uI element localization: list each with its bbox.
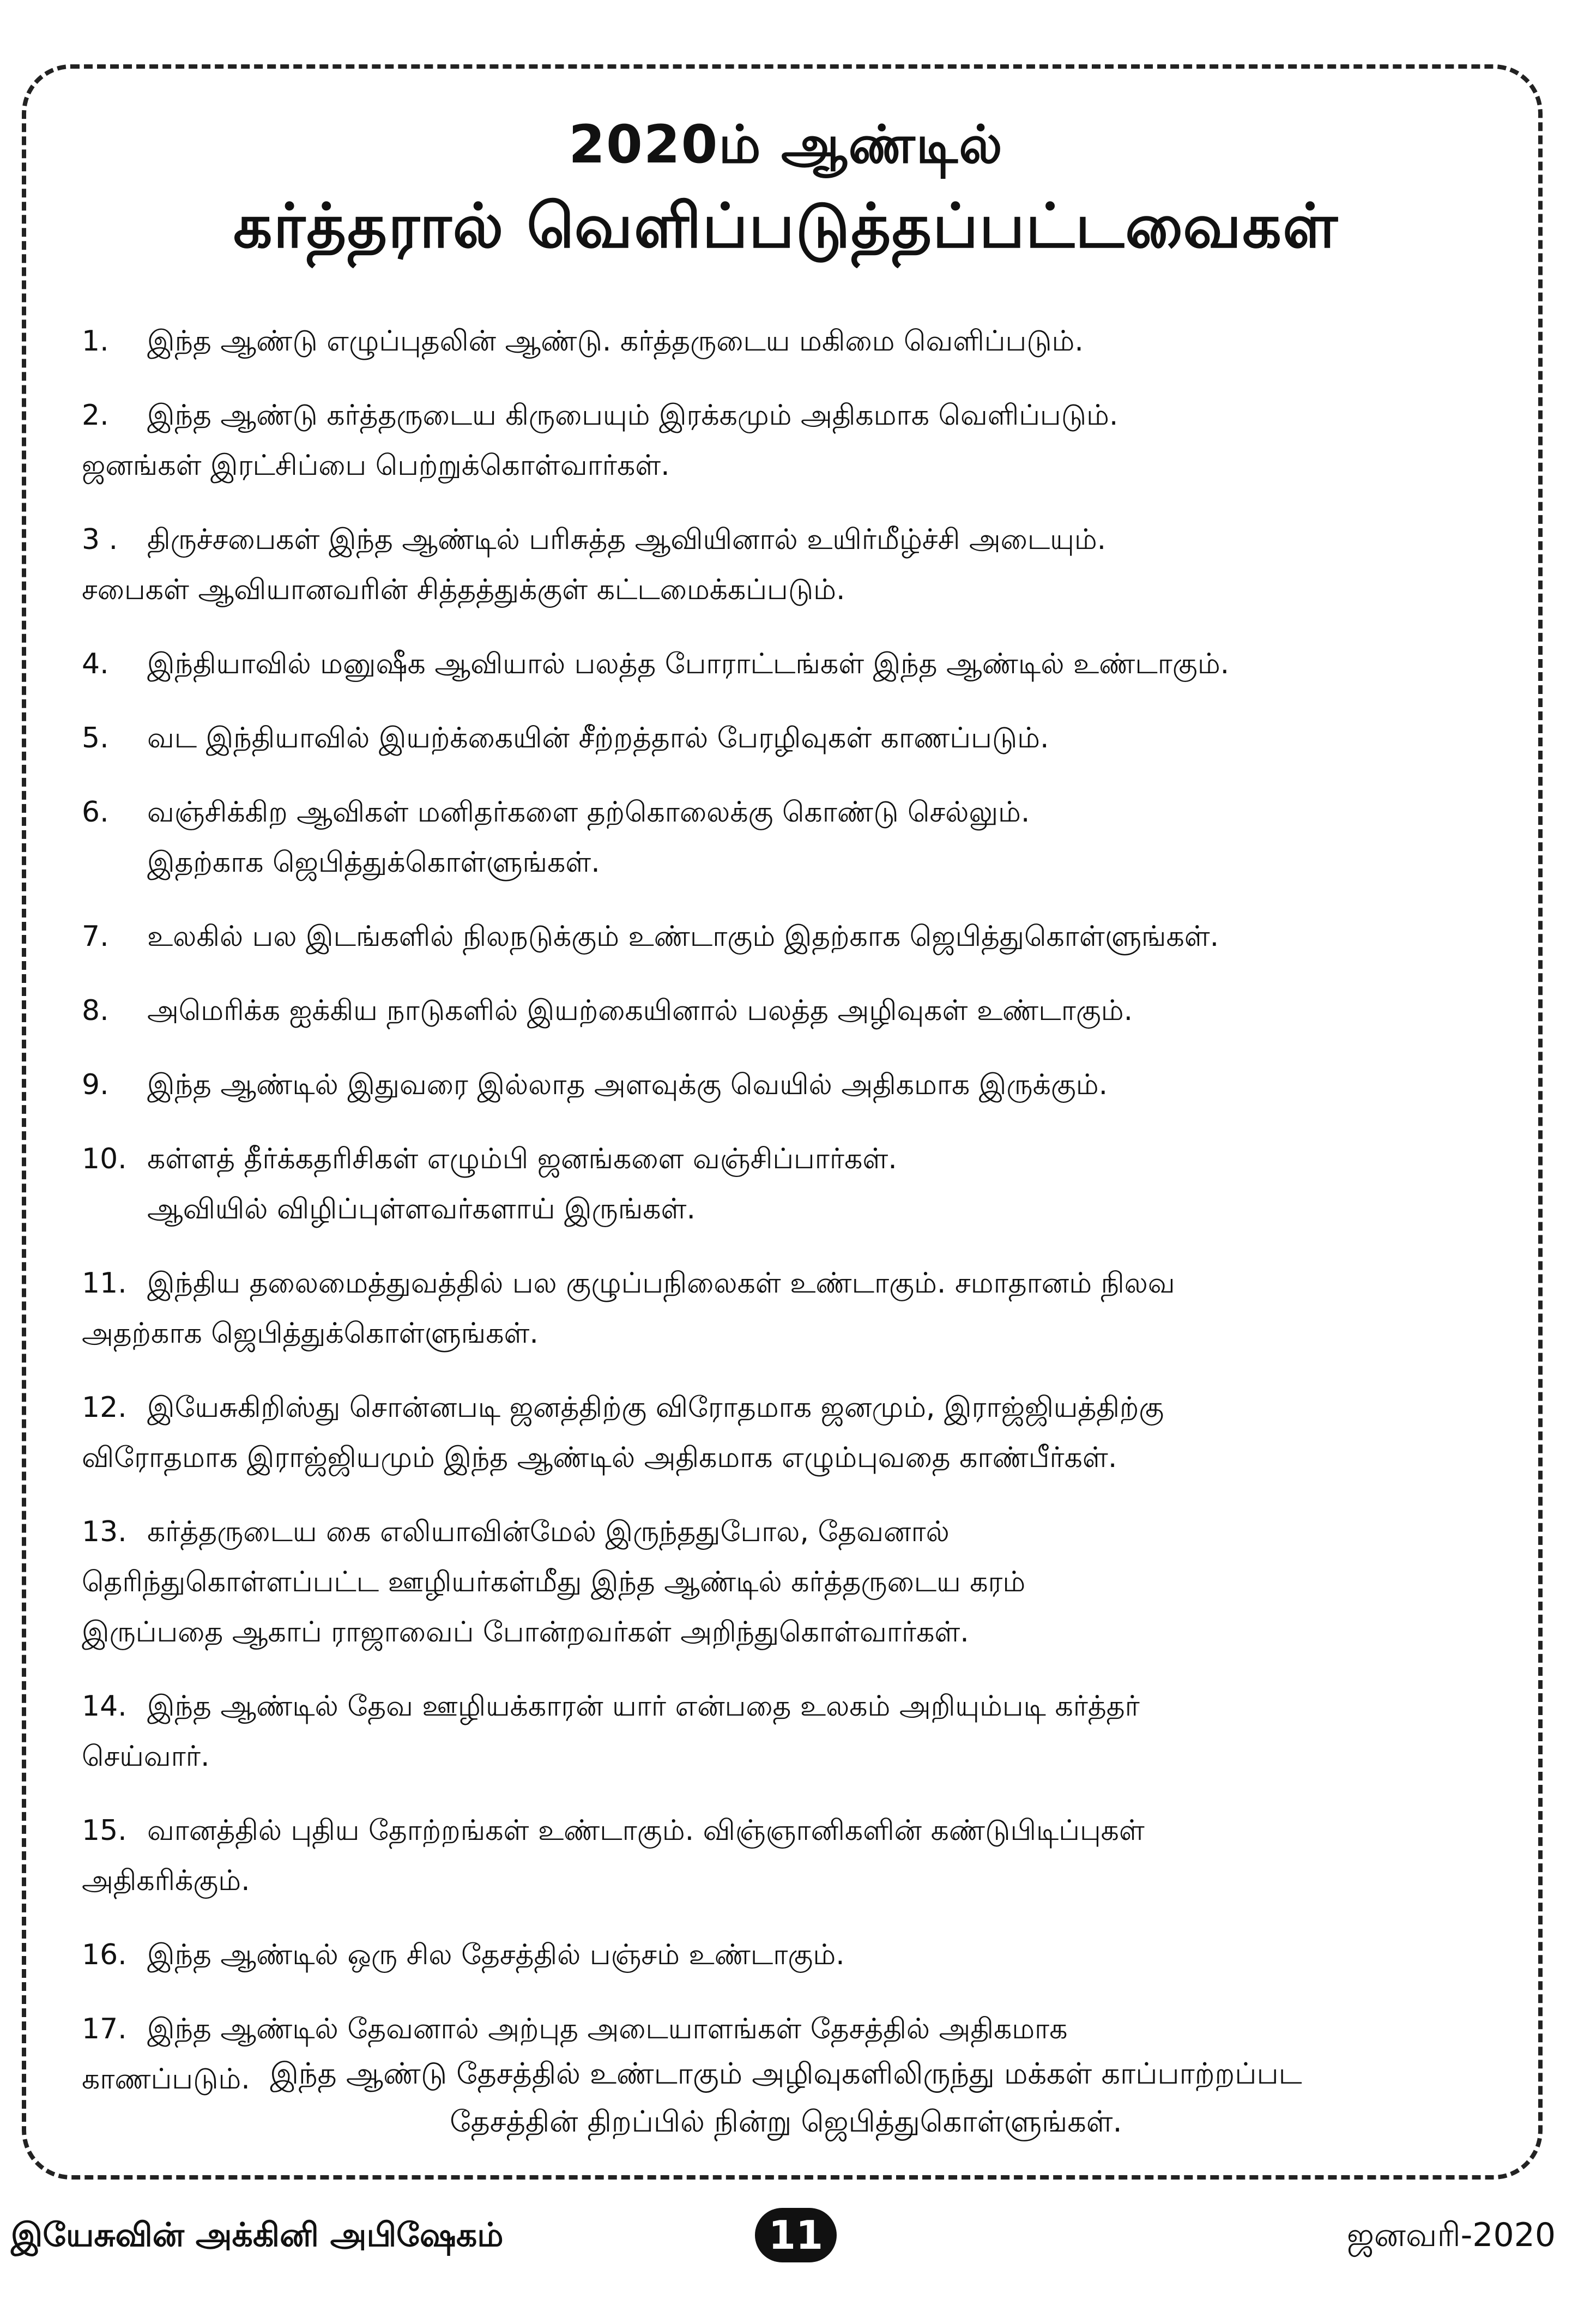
item-number: 3 . bbox=[82, 523, 118, 556]
list-item bbox=[82, 1060, 1499, 1110]
item-text-continued: இருப்பதை ஆகாப் ராஜாவைப் போன்றவர்கள் அறிந்துகொள்வார்கள். bbox=[82, 1616, 969, 1649]
item-text: இந்தியாவில் மனுஷீக ஆவியால் பலத்த போராட்டங்கள் இந்த ஆண்டில் உண்டாகும். bbox=[147, 648, 1230, 680]
item-number: 15. bbox=[82, 1814, 127, 1847]
list-item bbox=[82, 515, 1499, 615]
item-text-continued: ஜனங்கள் இரட்சிப்பை பெற்றுக்கொள்வார்கள். bbox=[82, 449, 670, 482]
item-text-continued: சபைகள் ஆவியானவரின் சித்தத்துக்குள் கட்டமைக்கப்படும். bbox=[82, 574, 845, 606]
item-number: 14. bbox=[82, 1690, 127, 1723]
item-number: 11. bbox=[82, 1267, 127, 1300]
prophecy-list bbox=[82, 316, 1499, 2128]
item-text: வஞ்சிக்கிற ஆவிகள் மனிதர்களை தற்கொலைக்கு கொண்டு செல்லும். bbox=[147, 796, 1030, 829]
item-number: 8. bbox=[82, 994, 109, 1027]
item-text: இயேசுகிறிஸ்து சொன்னபடி ஜனத்திற்கு விரோதமாக ஜனமும், இராஜ்ஜியத்திற்கு bbox=[147, 1391, 1164, 1424]
list-item bbox=[82, 390, 1499, 491]
list-item bbox=[82, 1507, 1499, 1657]
item-number: 12. bbox=[82, 1391, 127, 1424]
item-text-continued: அதற்காக ஜெபித்துக்கொள்ளுங்கள். bbox=[82, 1317, 539, 1350]
item-text: உலகில் பல இடங்களில் நிலநடுக்கும் உண்டாகும் இதற்காக ஜெபித்துகொள்ளுங்கள். bbox=[147, 920, 1219, 953]
item-text: இந்த ஆண்டில் ஒரு சில தேசத்தில் பஞ்சம் உண்டாகும். bbox=[147, 1939, 845, 1971]
item-number: 13. bbox=[82, 1516, 127, 1548]
item-number: 1. bbox=[82, 325, 109, 358]
list-item bbox=[82, 1930, 1499, 1980]
list-item bbox=[82, 787, 1499, 888]
item-text: வட இந்தியாவில் இயற்க்கையின் சீற்றத்தால் பேரழிவுகள் காணப்படும். bbox=[147, 722, 1049, 754]
list-item bbox=[82, 1258, 1499, 1359]
list-item bbox=[82, 1806, 1499, 1906]
page-title: கர்த்தரால் வெளிப்படுத்தப்பட்டவைகள் bbox=[233, 191, 1339, 262]
item-text: திருச்சபைகள் இந்த ஆண்டில் பரிசுத்த ஆவியினால் உயிர்மீழ்ச்சி அடையும். bbox=[147, 523, 1107, 556]
item-text: கர்த்தருடைய கை எலியாவின்மேல் இருந்ததுபோல, தேவனால் bbox=[147, 1516, 950, 1548]
item-number: 16. bbox=[82, 1939, 127, 1971]
page-title-year: 2020ம் ஆண்டில் bbox=[569, 114, 1003, 175]
list-item bbox=[82, 986, 1499, 1036]
item-number: 10. bbox=[82, 1143, 127, 1175]
closing-exhortation bbox=[55, 2050, 1517, 2146]
item-number: 17. bbox=[82, 2013, 127, 2045]
item-text: இந்த ஆண்டில் இதுவரை இல்லாத அளவுக்கு வெயில் அதிகமாக இருக்கும். bbox=[147, 1069, 1108, 1101]
item-number: 2. bbox=[82, 399, 109, 432]
list-item bbox=[82, 1134, 1499, 1234]
list-item bbox=[82, 1681, 1499, 1782]
item-text-continued: இதற்காக ஜெபித்துக்கொள்ளுங்கள். bbox=[147, 846, 600, 879]
item-text-continued: அதிகரிக்கும். bbox=[82, 1864, 250, 1897]
item-text-continued: விரோதமாக இராஜ்ஜியமும் இந்த ஆண்டில் அதிகமாக எழும்புவதை காண்பீர்கள். bbox=[82, 1441, 1117, 1474]
item-number: 7. bbox=[82, 920, 109, 953]
closing-line: இந்த ஆண்டு தேசத்தில் உண்டாகும் அழிவுகளிலிருந்து மக்கள் காப்பாற்றப்பட bbox=[270, 2056, 1302, 2091]
list-item bbox=[82, 639, 1499, 689]
item-text: இந்த ஆண்டில் தேவனால் அற்புத அடையாளங்கள் தேசத்தில் அதிகமாக bbox=[147, 2013, 1068, 2045]
list-item bbox=[82, 912, 1499, 962]
item-number: 5. bbox=[82, 722, 109, 754]
item-text: இந்த ஆண்டு எழுப்புதலின் ஆண்டு. கர்த்தருடைய மகிமை வெளிப்படும். bbox=[147, 325, 1084, 358]
list-item bbox=[82, 1383, 1499, 1483]
item-text: வானத்தில் புதிய தோற்றங்கள் உண்டாகும். விஞ்ஞானிகளின் கண்டுபிடிப்புகள் bbox=[147, 1814, 1145, 1847]
issue-date: ஜனவரி-2020 bbox=[1346, 2216, 1556, 2254]
item-text-continued: ஆவியில் விழிப்புள்ளவர்களாய் இருங்கள். bbox=[147, 1193, 696, 1226]
item-text: கள்ளத் தீர்க்கதரிசிகள் எழும்பி ஜனங்களை வஞ்சிப்பார்கள். bbox=[147, 1143, 897, 1175]
page-number-badge: 11 bbox=[755, 2208, 837, 2262]
list-item bbox=[82, 316, 1499, 366]
closing-line: தேசத்தின் திறப்பில் நின்று ஜெபித்துகொள்ளுங்கள். bbox=[450, 2104, 1122, 2139]
item-number: 6. bbox=[82, 796, 109, 829]
item-text-continued: செய்வார். bbox=[82, 1740, 210, 1773]
item-text: இந்த ஆண்டு கர்த்தருடைய கிருபையும் இரக்கமும் அதிகமாக வெளிப்படும். bbox=[147, 399, 1118, 432]
item-text: அமெரிக்க ஐக்கிய நாடுகளில் இயற்கையினால் பலத்த அழிவுகள் உண்டாகும். bbox=[147, 994, 1133, 1027]
item-number: 4. bbox=[82, 648, 109, 680]
item-number: 9. bbox=[82, 1069, 109, 1101]
item-text: இந்திய தலைமைத்துவத்தில் பல குழுப்பநிலைகள் உண்டாகும். சமாதானம் நிலவ bbox=[147, 1267, 1175, 1300]
item-text-continued: தெரிந்துகொள்ளப்பட்ட ஊழியர்கள்மீது இந்த ஆண்டில் கர்த்தருடைய கரம் bbox=[82, 1566, 1026, 1598]
list-item bbox=[82, 713, 1499, 763]
item-text: இந்த ஆண்டில் தேவ ஊழியக்காரன் யார் என்பதை உலகம் அறியும்படி கர்த்தர் bbox=[147, 1690, 1140, 1723]
magazine-name: இயேசுவின் அக்கினி அபிஷேகம் bbox=[11, 2216, 504, 2254]
item-text-continued: காணப்படும். bbox=[82, 2063, 250, 2096]
